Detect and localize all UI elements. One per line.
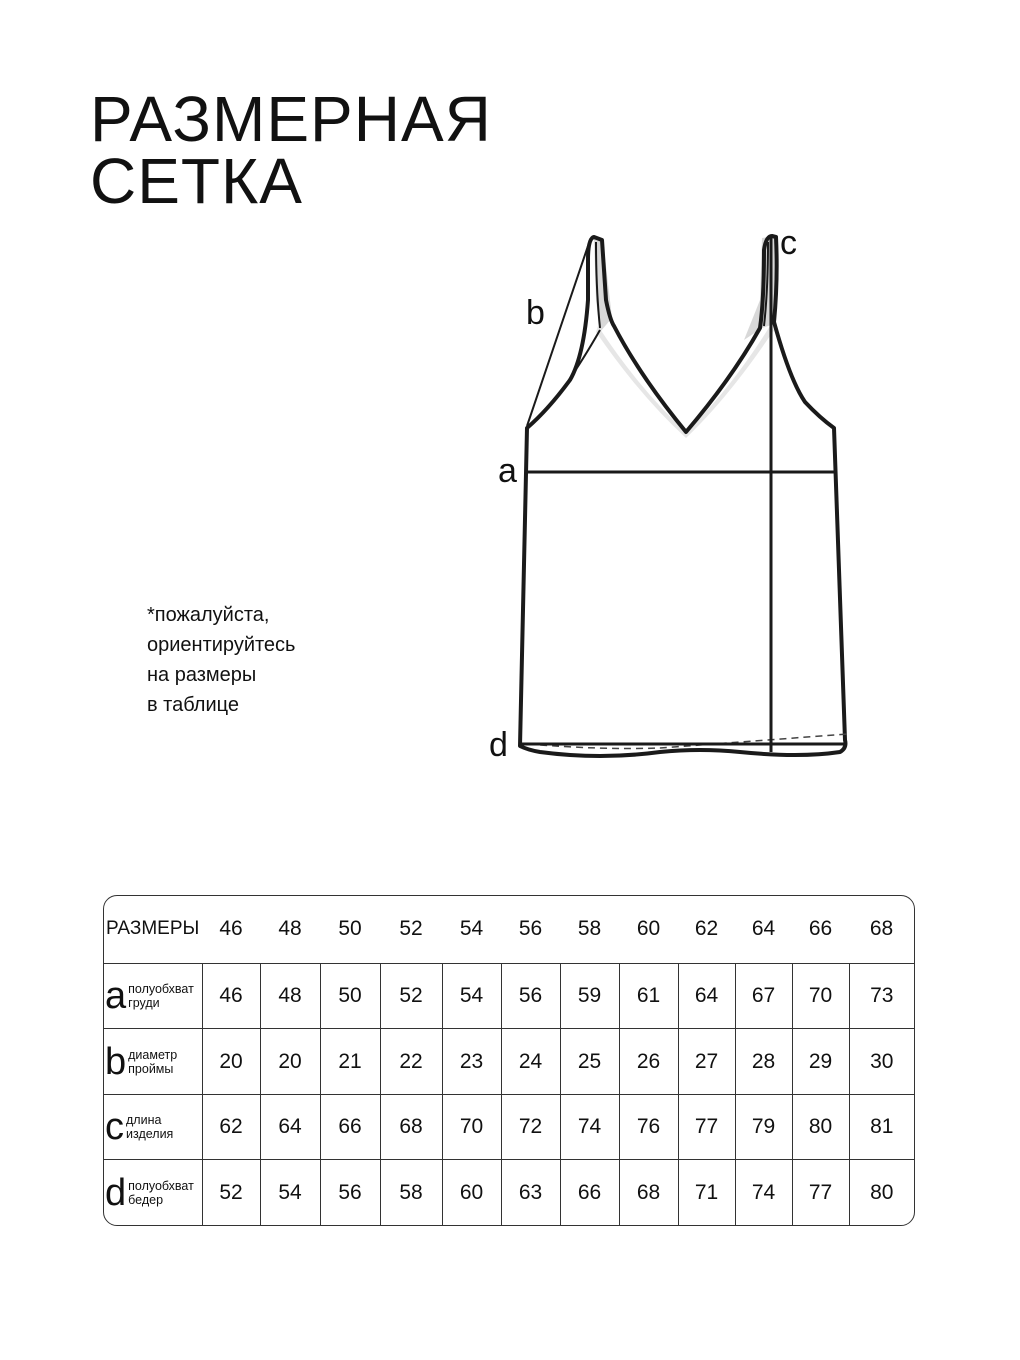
left-neck-inner-line: [530, 330, 600, 426]
size-header-cell: 62: [694, 917, 719, 941]
table-cell: 68: [619, 1160, 678, 1225]
table-cell: 80: [792, 1094, 849, 1160]
table-cell: 64: [678, 963, 735, 1029]
table-cell: 29: [792, 1029, 849, 1095]
row-header-c: [104, 1094, 202, 1160]
table-cell: 66: [320, 1094, 380, 1160]
table-cell: 70: [792, 963, 849, 1029]
row-desc: длина: [126, 1113, 162, 1128]
table-cell: 79: [735, 1094, 792, 1160]
table-cell: 28: [735, 1029, 792, 1095]
row-letter: a: [105, 974, 127, 1017]
row-header-d: [104, 1160, 202, 1225]
size-header-cell: 54: [459, 917, 484, 941]
table-cell: 46: [202, 963, 260, 1029]
row-desc: бедер: [128, 1192, 164, 1207]
size-note: [147, 600, 295, 720]
note-line: ориентируйтесь: [147, 634, 296, 656]
page-title: [90, 83, 492, 217]
size-header-cell: 68: [869, 917, 894, 941]
label-b: b: [526, 294, 545, 332]
row-letter: c: [105, 1106, 124, 1149]
table-row: [104, 1094, 914, 1160]
table-cell: 68: [380, 1094, 442, 1160]
label-a: a: [498, 452, 517, 490]
size-header-cell: 58: [577, 917, 602, 941]
size-header-cell: 48: [278, 917, 302, 941]
row-header-a: [104, 963, 202, 1029]
table-cell: 58: [380, 1160, 442, 1225]
size-table: [103, 895, 915, 1226]
table-cell: 30: [849, 1029, 914, 1095]
row-letter: b: [105, 1040, 127, 1083]
row-header-b: [104, 1029, 202, 1095]
table-row: [104, 963, 914, 1029]
table-cell: 23: [442, 1029, 501, 1095]
table-cell: 63: [501, 1160, 560, 1225]
table-cell: 56: [501, 963, 560, 1029]
size-header-cell: 52: [399, 917, 423, 941]
size-header-cell: 56: [518, 917, 543, 941]
table-cell: 26: [619, 1029, 678, 1095]
size-header-cell: 50: [338, 917, 362, 941]
table-cell: 25: [560, 1029, 619, 1095]
title-line-1: РАЗМЕРНАЯ: [90, 83, 492, 155]
row-desc: груди: [128, 995, 160, 1010]
table-cell: 52: [202, 1160, 260, 1225]
note-line: *пожалуйста,: [147, 604, 270, 626]
table-cell: 20: [202, 1029, 260, 1095]
table-cell: 64: [260, 1094, 320, 1160]
table-cell: 66: [560, 1160, 619, 1225]
table-cell: 76: [619, 1094, 678, 1160]
table-cell: 54: [442, 963, 501, 1029]
table-cell: 74: [560, 1094, 619, 1160]
table-cell: 71: [678, 1160, 735, 1225]
table-cell: 67: [735, 963, 792, 1029]
table-cell: 62: [202, 1094, 260, 1160]
table-cell: 56: [320, 1160, 380, 1225]
row-desc: диаметр: [128, 1047, 178, 1062]
table-cell: 77: [678, 1094, 735, 1160]
garment-outline: [520, 236, 845, 756]
table-cell: 70: [442, 1094, 501, 1160]
table-cell: 50: [320, 963, 380, 1029]
note-line: в таблице: [147, 694, 239, 716]
table-cell: 20: [260, 1029, 320, 1095]
table-row: [104, 1029, 914, 1095]
table-cell: 60: [442, 1160, 501, 1225]
size-header-cell: 66: [808, 917, 833, 941]
table-cell: 59: [560, 963, 619, 1029]
row-desc: полуобхват: [128, 1178, 194, 1193]
table-cell: 52: [380, 963, 442, 1029]
title-line-2: СЕТКА: [90, 145, 303, 217]
table-cell: 61: [619, 963, 678, 1029]
row-desc: полуобхват: [128, 981, 194, 996]
row-desc: изделия: [126, 1127, 174, 1142]
table-cell: 72: [501, 1094, 560, 1160]
size-header-cell: 64: [751, 917, 776, 941]
row-desc: проймы: [128, 1061, 174, 1076]
table-cell: 81: [849, 1094, 914, 1160]
table-cell: 73: [849, 963, 914, 1029]
row-letter: d: [105, 1171, 127, 1214]
table-cell: 24: [501, 1029, 560, 1095]
table-cell: 48: [260, 963, 320, 1029]
garment-diagram: [470, 220, 890, 800]
label-d: d: [489, 726, 508, 764]
size-header-cell: 46: [219, 917, 243, 941]
table-cell: 22: [380, 1029, 442, 1095]
table-cell: 27: [678, 1029, 735, 1095]
table-cell: 80: [849, 1160, 914, 1225]
hem-stitch-line: [528, 734, 848, 749]
table-cell: 77: [792, 1160, 849, 1225]
table-cell: 74: [735, 1160, 792, 1225]
note-line: на размеры: [147, 664, 257, 686]
size-header-cell: 60: [636, 917, 661, 941]
table-cell: 21: [320, 1029, 380, 1095]
table-row: [104, 1160, 914, 1225]
label-c: c: [780, 224, 797, 262]
sizes-header-label: РАЗМЕРЫ: [106, 918, 200, 940]
table-cell: 54: [260, 1160, 320, 1225]
table-header-row: [104, 896, 914, 963]
